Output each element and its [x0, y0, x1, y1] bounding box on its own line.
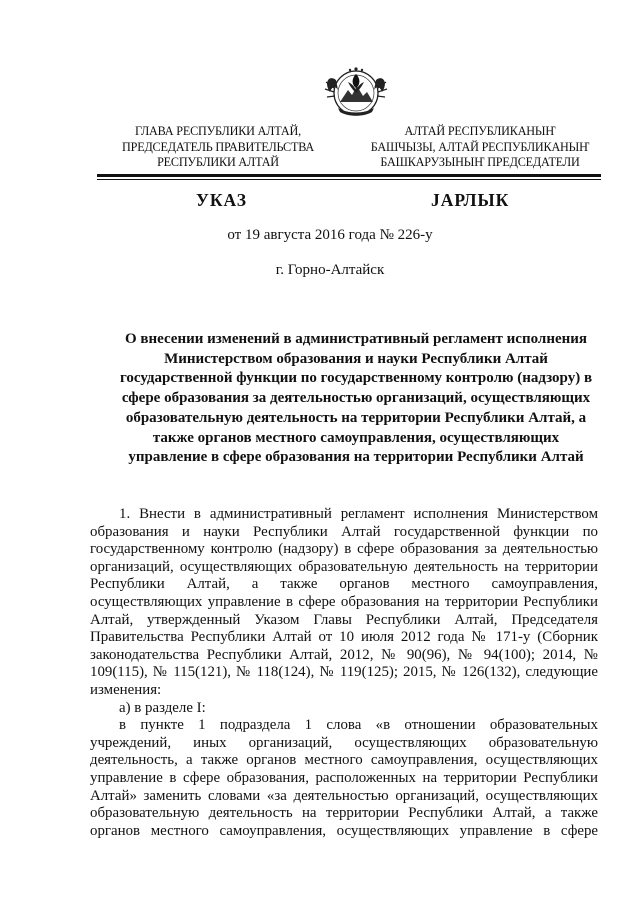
header-left-line: ГЛАВА РЕСПУБЛИКИ АЛТАЙ,	[135, 124, 301, 138]
header-left-line: ПРЕДСЕДАТЕЛЬ ПРАВИТЕЛЬСТВА	[122, 139, 314, 154]
doc-type-russian: УКАЗ	[196, 190, 247, 210]
header-left-block	[118, 124, 318, 171]
header-divider-thin	[97, 179, 601, 180]
decree-title: О внесении изменений в административный регламент исполнения Министерством образования и науки Республики Алтай государственной функции по государственному контролю (надзору) в сфере образования за деятельностью организаций, осуществляющих образовательную деятельность на территории Республики Алтай, а также органов местного самоуправления, осуществляющих управление в сфере образования на территории Республики Алтай	[119, 331, 593, 466]
header-right-line: БАШЧЫЗЫ, АЛТАЙ РЕСПУБЛИКАНЫҤ	[370, 139, 590, 154]
header-left-line: РЕСПУБЛИКИ АЛТАЙ	[157, 155, 279, 169]
doc-type-altai: JАРЛЫК	[431, 190, 510, 210]
decree-date-number: от 19 августа 2016 года № 226-у	[227, 227, 433, 243]
decree-city: г. Горно-Алтайск	[275, 262, 385, 278]
body-paragraph: 1. Внести в административный регламент исполнения Министерством образования и науки Республики Алтай государственной функции по государственному контролю (надзору) в сфере образования за деятельностью организаций, осуществляющих образовательную деятельность на территории Республики Алтай, а также органов местного самоуправления, осуществляющих управление в сфере образования на территории Республики Алтай, утвержденный Указом Главы Республики Алтай, Председателя Правительства Республики Алтай от 10 июля 2012 года № 171-у (Сборник законодательства Республики Алтай, 2012, № 90(96), № 94(100); 2014, № 109(115), № 115(121), № 118(124), № 119(125); 2015, № 126(132), следующие изменения:	[90, 506, 598, 698]
header-divider-thick	[97, 174, 601, 177]
header-right-line: АЛТАЙ РЕСПУБЛИКАНЫҤ	[404, 124, 556, 138]
body-paragraph: в пункте 1 подраздела 1 слова «в отношении образовательных учреждений, иных организаций, осуществляющих образовательную деятельность, а также органов местного самоуправления, осуществляющих управление в сфере образования, расположенных на территории Республики Алтай» заменить словами «за деятельностью организаций, осуществляющих образовательную деятельность на территории Республики Алтай, а также органов местного самоуправления, осуществляющих управление в сфере	[90, 717, 598, 839]
coat-of-arms-emblem	[322, 62, 390, 124]
decree-body	[90, 506, 598, 840]
body-paragraph: а) в разделе I:	[119, 699, 206, 716]
header-right-block	[360, 124, 600, 171]
header-right-line: БАШКАРУЗЫНЫҤ ПРЕДСЕДАТЕЛИ	[380, 155, 580, 169]
